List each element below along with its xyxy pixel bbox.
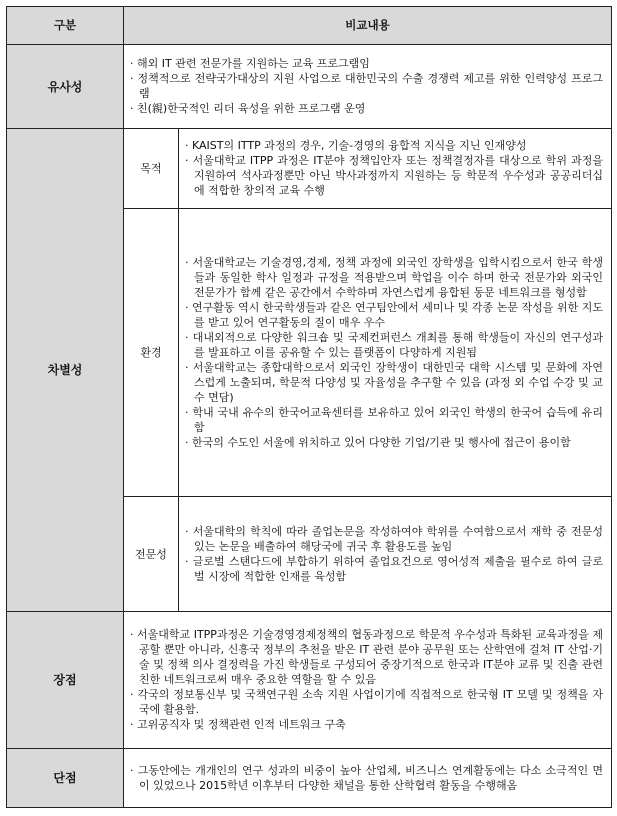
comparison-table: [6, 6, 612, 808]
strengths-label: 장점: [7, 611, 124, 748]
list-item: · 연구활동 역시 한국학생들과 같은 연구팀안에서 세미나 및 각종 논문 작성을 위한 지도를 받고 있어 연구활동의 질이 매우 우수: [185, 300, 603, 330]
list-item: · 대내외적으로 다양한 워크숍 및 국제컨퍼런스 개최를 통해 학생들이 자신의 연구성과를 발표하고 이를 공유할 수 있는 플랫폼이 다양하게 지원됨: [185, 330, 603, 360]
list-item: · 해외 IT 관련 전문가를 지원하는 교육 프로그램임: [130, 56, 603, 71]
list-item: · 학내 국내 유수의 한국어교육센터를 보유하고 있어 외국인 학생의 한국어 습득에 유리함: [185, 405, 603, 435]
list-item: · 친(親)한국적인 리더 육성을 위한 프로그램 운영: [130, 101, 603, 116]
list-item: · 한국의 수도인 서울에 위치하고 있어 다양한 기업/기관 및 행사에 접근이 용이함: [185, 435, 603, 450]
differentiation-label: 차별성: [7, 128, 124, 611]
list-item: · KAIST의 ITTP 과정의 경우, 기술-경영의 융합적 지식을 지닌 인재양성: [185, 138, 603, 153]
similarity-content: [124, 44, 612, 128]
list-item: · 정책적으로 전략국가대상의 지원 사업으로 대한민국의 수출 경쟁력 제고를 위한 인력양성 프로그램: [130, 71, 603, 101]
weaknesses-label: 단점: [7, 748, 124, 807]
similarity-label: 유사성: [7, 44, 124, 128]
list-item: · 서울대학교 ITPP과정은 기술경영경제정책의 협동과정으로 학문적 우수성과 특화된 교육과정을 제공할 뿐만 아니라, 신흥국 정부의 추천을 받은 IT 관련 분야 공무원 또는 산학연에 걸쳐 IT 산업·기술 및 정책 의사 결정력을 가진 학생들로 구성되어 중장기적으로 한국과 IT분야 교류 및 진출 관련 친한 네트워크로써 매우 중요한 역할을 할 수 있음: [130, 627, 603, 687]
list-item: · 서울대학교는 기술경영,경제, 정책 과정에 외국인 장학생을 입학시킴으로서 한국 학생들과 동일한 학사 일정과 규정을 적용받으며 학업을 이수 하며 한국 전문가와 외국인 전문가가 함께 같은 공간에서 수학하며 자연스럽게 융합된 동문 네트워크를 형성함: [185, 255, 603, 300]
header-category: 구분: [7, 7, 124, 45]
header-row: [7, 7, 612, 45]
header-content: 비교내용: [124, 7, 612, 45]
weaknesses-row: [7, 748, 612, 807]
weaknesses-content: [124, 748, 612, 807]
purpose-label: 목적: [124, 128, 179, 208]
strengths-row: [7, 611, 612, 748]
expertise-content: [179, 496, 612, 611]
purpose-content: [179, 128, 612, 208]
similarity-row: [7, 44, 612, 128]
strengths-content: [124, 611, 612, 748]
purpose-row: [7, 128, 612, 208]
list-item: · 글로벌 스탠다드에 부합하기 위하여 졸업요건으로 영어성적 제출을 필수로 하여 글로벌 시장에 적합한 인재를 육성함: [185, 554, 603, 584]
list-item: · 고위공직자 및 정책관련 인적 네트워크 구축: [130, 717, 603, 732]
list-item: · 그동안에는 개개인의 연구 성과의 비중이 높아 산업체, 비즈니스 연계활동에는 다소 소극적인 면이 있었으나 2015학년 이후부터 다양한 채널을 통한 산학협력 활동을 수행해옴: [130, 763, 603, 793]
list-item: · 서울대학교 ITPP 과정은 IT분야 정책입안자 또는 정책결정자를 대상으로 학위 과정을 지원하여 석사과정뿐만 아닌 박사과정까지 지원하는 등 학문적 우수성과 공공리더십에 적합한 창의적 교육 수행: [185, 153, 603, 198]
environment-content: [179, 208, 612, 496]
list-item: · 서울대학의 학칙에 따라 졸업논문을 작성하여야 학위를 수여함으로서 재학 중 전문성 있는 논문을 배출하여 해당국에 귀국 후 활용도를 높임: [185, 524, 603, 554]
list-item: · 서울대학교는 종합대학으로서 외국인 장학생이 대한민국 대학 시스템 및 문화에 자연스럽게 노출되며, 학문적 다양성 및 자율성을 추구할 수 있음 (과정 외 수업 수강 및 교수 면담): [185, 360, 603, 405]
expertise-label: 전문성: [124, 496, 179, 611]
list-item: · 각국의 정보통신부 및 국책연구원 소속 지원 사업이기에 직접적으로 한국형 IT 모델 및 정책을 자국에 활용함.: [130, 687, 603, 717]
environment-label: 환경: [124, 208, 179, 496]
